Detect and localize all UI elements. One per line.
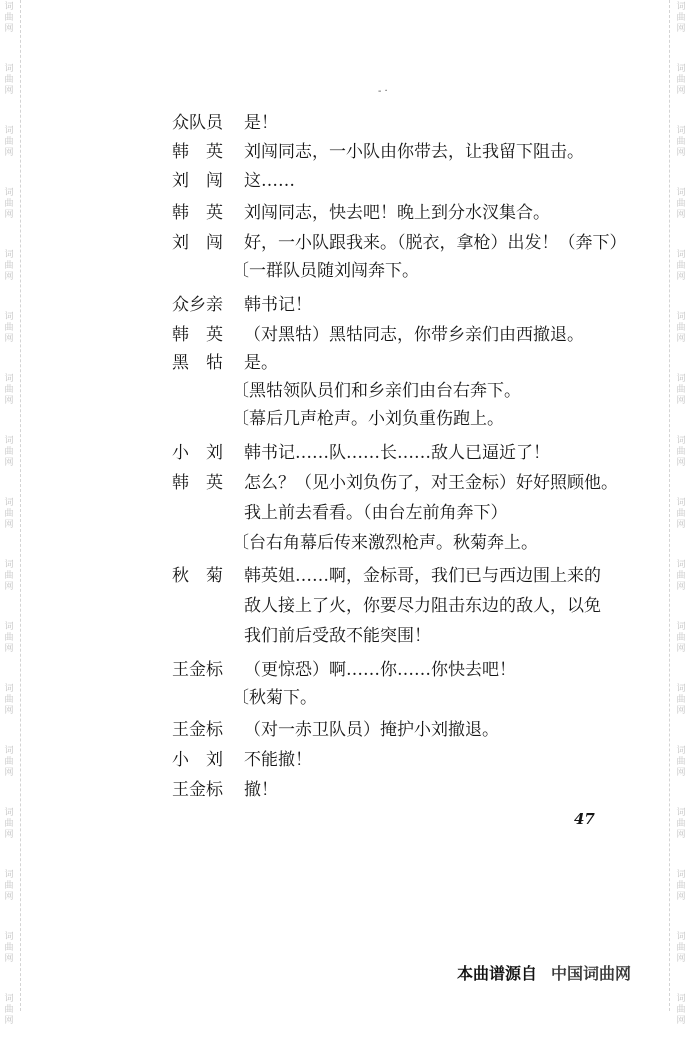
- watermark-char: 曲: [4, 509, 14, 519]
- watermark-char: 词: [676, 250, 686, 260]
- dialogue-text: 怎么？（见小刘负伤了，对王金标）好好照顾他。: [244, 473, 618, 493]
- stage-direction-text: 〔台右角幕后传来激烈枪声。秋菊奔上。: [232, 533, 538, 553]
- watermark-char: 曲: [4, 13, 14, 23]
- watermark-char: 曲: [4, 75, 14, 85]
- watermark-group: [674, 868, 688, 930]
- watermark-group: [2, 248, 16, 310]
- watermark-char: 词: [676, 188, 686, 198]
- dialogue-text: 敌人接上了火，你要尽力阻击东边的敌人，以免: [244, 596, 601, 616]
- watermark-char: 词: [4, 126, 14, 136]
- watermark-char: 网: [676, 86, 686, 96]
- dialogue-text: 韩书记……队……长……敌人已逼近了！: [244, 443, 550, 463]
- watermark-char: 网: [676, 892, 686, 902]
- speaker-name: 黑 牯: [172, 353, 223, 373]
- speaker-name: 王金标: [172, 720, 223, 740]
- watermark-char: 网: [4, 1016, 14, 1026]
- dialogue-text: 是。: [244, 353, 278, 373]
- watermark-char: 网: [4, 334, 14, 344]
- watermark-group: [2, 868, 16, 930]
- watermark-char: 词: [4, 808, 14, 818]
- watermark-char: 词: [4, 560, 14, 570]
- watermark-char: 网: [676, 706, 686, 716]
- watermark-group: [674, 310, 688, 372]
- speaker-name: 韩 英: [172, 142, 223, 162]
- dialogue-text: 我上前去看看。（由台左前角奔下）: [244, 503, 508, 523]
- watermark-group: [674, 186, 688, 248]
- watermark-char: 词: [4, 312, 14, 322]
- watermark-group: [2, 930, 16, 992]
- dialogue-text: 刘闯同志，一小队由你带去，让我留下阻击。: [244, 142, 584, 162]
- watermark-char: 词: [676, 932, 686, 942]
- watermark-char: 网: [4, 582, 14, 592]
- speaker-name: 韩 英: [172, 325, 223, 345]
- dialogue-text: （对一赤卫队员）掩护小刘撤退。: [244, 720, 499, 740]
- watermark-char: 词: [676, 374, 686, 384]
- watermark-char: 网: [676, 210, 686, 220]
- watermark-char: 曲: [676, 385, 686, 395]
- dialogue-text: 不能撤！: [244, 750, 312, 770]
- watermark-group: [2, 372, 16, 434]
- watermark-char: 曲: [676, 695, 686, 705]
- watermark-char: 词: [4, 436, 14, 446]
- watermark-char: 网: [4, 24, 14, 34]
- speaker-name: 众乡亲: [172, 295, 223, 315]
- watermark-char: 词: [4, 64, 14, 74]
- left-watermark-strip: [0, 0, 18, 1026]
- watermark-char: 词: [676, 126, 686, 136]
- watermark-char: 曲: [4, 633, 14, 643]
- watermark-char: 曲: [676, 943, 686, 953]
- watermark-char: 曲: [4, 695, 14, 705]
- watermark-char: 网: [676, 768, 686, 778]
- watermark-char: 网: [4, 644, 14, 654]
- watermark-group: [2, 186, 16, 248]
- watermark-char: 曲: [676, 137, 686, 147]
- watermark-char: 曲: [4, 137, 14, 147]
- watermark-char: 网: [676, 644, 686, 654]
- watermark-char: 曲: [676, 261, 686, 271]
- watermark-char: 网: [676, 24, 686, 34]
- dialogue-text: 撤！: [244, 780, 278, 800]
- speaker-name: 刘 闯: [172, 233, 223, 253]
- speaker-name: 众队员: [172, 113, 223, 133]
- watermark-char: 词: [4, 684, 14, 694]
- speaker-name: 小 刘: [172, 750, 223, 770]
- watermark-char: 曲: [676, 323, 686, 333]
- watermark-char: 词: [676, 808, 686, 818]
- watermark-char: 曲: [4, 881, 14, 891]
- watermark-group: [674, 806, 688, 868]
- watermark-group: [674, 372, 688, 434]
- watermark-group: [2, 62, 16, 124]
- watermark-group: [674, 744, 688, 806]
- stage-direction-text: 〔幕后几声枪声。小刘负重伤跑上。: [232, 409, 504, 429]
- watermark-char: 词: [676, 870, 686, 880]
- watermark-char: 曲: [4, 447, 14, 457]
- watermark-group: [2, 124, 16, 186]
- watermark-char: 曲: [4, 819, 14, 829]
- watermark-char: 词: [676, 560, 686, 570]
- dialogue-text: 韩英姐……啊，金标哥，我们已与西边围上来的: [244, 566, 601, 586]
- watermark-char: 词: [4, 746, 14, 756]
- watermark-group: [2, 558, 16, 620]
- watermark-char: 词: [676, 2, 686, 12]
- watermark-char: 词: [4, 994, 14, 1004]
- stage-direction-text: 〔一群队员随刘闯奔下。: [232, 261, 419, 281]
- watermark-char: 词: [4, 498, 14, 508]
- watermark-char: 网: [4, 830, 14, 840]
- watermark-char: 词: [676, 622, 686, 632]
- watermark-char: 网: [676, 520, 686, 530]
- watermark-group: [2, 0, 16, 62]
- watermark-char: 网: [4, 396, 14, 406]
- watermark-char: 曲: [4, 385, 14, 395]
- watermark-char: 词: [676, 746, 686, 756]
- watermark-group: [2, 992, 16, 1054]
- speaker-name: 韩 英: [172, 203, 223, 223]
- watermark-char: 网: [676, 954, 686, 964]
- watermark-char: 词: [676, 436, 686, 446]
- watermark-char: 网: [4, 768, 14, 778]
- watermark-char: 曲: [4, 199, 14, 209]
- dialogue-text: 韩书记！: [244, 295, 312, 315]
- watermark-group: [674, 992, 688, 1054]
- watermark-char: 词: [676, 64, 686, 74]
- footer-source-label: 本曲谱源自: [457, 964, 538, 983]
- watermark-char: 词: [4, 622, 14, 632]
- watermark-char: 网: [4, 86, 14, 96]
- watermark-char: 词: [676, 312, 686, 322]
- dialogue-text: 刘闯同志，快去吧！晚上到分水汊集合。: [244, 203, 550, 223]
- watermark-char: 网: [4, 458, 14, 468]
- watermark-char: 曲: [676, 633, 686, 643]
- right-watermark-strip: [672, 0, 690, 1026]
- watermark-group: [2, 310, 16, 372]
- watermark-char: 网: [4, 210, 14, 220]
- watermark-group: [674, 248, 688, 310]
- watermark-group: [2, 806, 16, 868]
- watermark-char: 曲: [4, 1005, 14, 1015]
- watermark-char: 网: [676, 334, 686, 344]
- watermark-char: 曲: [676, 881, 686, 891]
- watermark-group: [2, 744, 16, 806]
- watermark-char: 网: [676, 458, 686, 468]
- watermark-char: 曲: [676, 199, 686, 209]
- watermark-char: 网: [4, 520, 14, 530]
- footer-site-link[interactable]: 中国词曲网: [551, 964, 632, 983]
- watermark-char: 曲: [676, 447, 686, 457]
- watermark-group: [674, 558, 688, 620]
- watermark-group: [674, 930, 688, 992]
- watermark-char: 词: [676, 498, 686, 508]
- watermark-char: 词: [676, 994, 686, 1004]
- watermark-char: 曲: [676, 757, 686, 767]
- watermark-char: 网: [676, 1016, 686, 1026]
- watermark-group: [674, 620, 688, 682]
- watermark-char: 曲: [676, 75, 686, 85]
- watermark-group: [2, 496, 16, 558]
- watermark-group: [2, 434, 16, 496]
- watermark-char: 网: [4, 148, 14, 158]
- watermark-group: [674, 0, 688, 62]
- dialogue-text: 好，一小队跟我来。（脱衣，拿枪）出发！（奔下）: [244, 233, 627, 253]
- watermark-char: 词: [4, 250, 14, 260]
- watermark-char: 曲: [4, 943, 14, 953]
- dialogue-text: 我们前后受敌不能突围！: [244, 626, 431, 646]
- watermark-char: 曲: [4, 757, 14, 767]
- watermark-char: 词: [4, 932, 14, 942]
- watermark-char: 网: [676, 396, 686, 406]
- watermark-char: 曲: [676, 13, 686, 23]
- dialogue-text: （更惊恐）啊……你……你快去吧！: [244, 660, 516, 680]
- stage-direction-text: 〔秋菊下。: [232, 688, 317, 708]
- watermark-char: 网: [4, 954, 14, 964]
- watermark-char: 网: [676, 148, 686, 158]
- watermark-char: 曲: [4, 571, 14, 581]
- dialogue-text: 这……: [244, 171, 295, 191]
- watermark-group: [674, 496, 688, 558]
- speaker-name: 王金标: [172, 660, 223, 680]
- watermark-group: [674, 62, 688, 124]
- speaker-name: 王金标: [172, 780, 223, 800]
- stage-direction-text: 〔黑牯领队员们和乡亲们由台右奔下。: [232, 381, 521, 401]
- page-number: 47: [574, 810, 595, 828]
- watermark-char: 网: [4, 892, 14, 902]
- watermark-char: 词: [4, 870, 14, 880]
- watermark-char: 曲: [676, 1005, 686, 1015]
- watermark-group: [2, 620, 16, 682]
- watermark-char: 曲: [676, 509, 686, 519]
- watermark-char: 曲: [4, 323, 14, 333]
- footer-credit: [457, 961, 631, 984]
- watermark-char: 网: [4, 272, 14, 282]
- watermark-char: 网: [4, 706, 14, 716]
- dialogue-text: （对黑牯）黑牯同志，你带乡亲们由西撤退。: [244, 325, 584, 345]
- watermark-char: 网: [676, 272, 686, 282]
- watermark-group: [674, 124, 688, 186]
- watermark-char: 词: [4, 188, 14, 198]
- watermark-group: [674, 434, 688, 496]
- watermark-char: 网: [676, 582, 686, 592]
- dialogue-text: 是！: [244, 113, 278, 133]
- watermark-char: 曲: [676, 571, 686, 581]
- speaker-name: 刘 闯: [172, 171, 223, 191]
- watermark-char: 曲: [676, 819, 686, 829]
- watermark-char: 词: [676, 684, 686, 694]
- speaker-name: 韩 英: [172, 473, 223, 493]
- speaker-name: 秋 菊: [172, 566, 223, 586]
- watermark-char: 曲: [4, 261, 14, 271]
- scan-speck: ‐ ·: [378, 86, 388, 97]
- watermark-char: 词: [4, 2, 14, 12]
- watermark-char: 网: [676, 830, 686, 840]
- watermark-char: 词: [4, 374, 14, 384]
- watermark-group: [2, 682, 16, 744]
- watermark-group: [674, 682, 688, 744]
- speaker-name: 小 刘: [172, 443, 223, 463]
